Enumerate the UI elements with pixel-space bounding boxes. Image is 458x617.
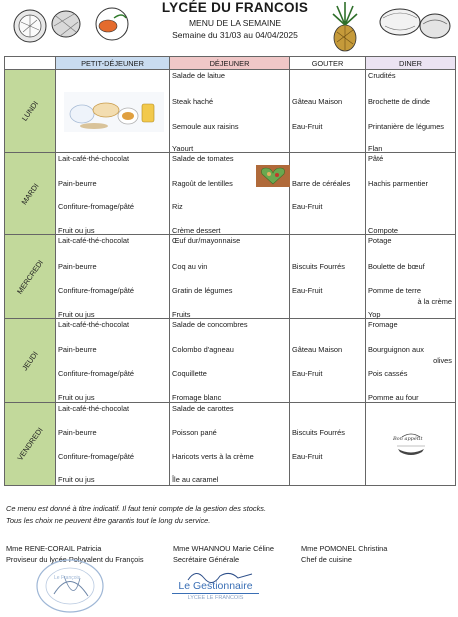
dish: Fruit ou jus bbox=[58, 475, 95, 484]
gouter-cell bbox=[290, 70, 366, 153]
diner-cell bbox=[366, 153, 456, 235]
day-row-vendredi bbox=[5, 403, 456, 486]
dish: Lait-café-thé-chocolat bbox=[58, 320, 130, 329]
dish: Lait-café-thé-chocolat bbox=[58, 404, 130, 413]
dish: Gâteau Maison bbox=[292, 345, 343, 354]
day-row-mardi bbox=[5, 153, 456, 235]
dish: Lait-café-thé-chocolat bbox=[58, 154, 130, 163]
gouter-cell bbox=[290, 235, 366, 319]
petit-dejeuner-cell bbox=[56, 319, 170, 403]
gestionnaire-stamp-sub: LYCEE LE FRANCOIS bbox=[187, 595, 244, 601]
column-header-diner: DINER bbox=[366, 57, 456, 70]
dish: Confiture-fromage/pâté bbox=[58, 286, 134, 295]
dish: Pomme au four bbox=[368, 393, 419, 402]
petit-dejeuner-cell bbox=[56, 235, 170, 319]
dish: Fromage bbox=[368, 320, 398, 329]
dish: Yaourt bbox=[172, 144, 194, 153]
petit-dejeuner-cell bbox=[56, 403, 170, 486]
signatory-name: Mme POMONEL Christina bbox=[301, 544, 388, 553]
dish: Confiture-fromage/pâté bbox=[58, 202, 134, 211]
dish: Steak haché bbox=[172, 97, 214, 106]
column-header-dejeuner: DÉJEUNER bbox=[170, 57, 290, 70]
day-cell-vendredi bbox=[5, 403, 56, 486]
dish: Coquillette bbox=[172, 369, 207, 378]
dish: Pâté bbox=[368, 154, 384, 163]
dish: Salade de carottes bbox=[172, 404, 234, 413]
dejeuner-cell bbox=[170, 153, 290, 235]
signatory-name: Mme WHANNOU Marie Céline bbox=[173, 544, 275, 553]
menu-notes bbox=[6, 503, 266, 527]
day-row-lundi bbox=[5, 70, 456, 153]
dish: Gâteau Maison bbox=[292, 97, 343, 106]
day-label: LUNDI bbox=[19, 99, 41, 123]
week-dates: Semaine du 31/03 au 04/04/2025 bbox=[172, 30, 298, 40]
dish: Fruit ou jus bbox=[58, 393, 95, 402]
dish: Pain-beurre bbox=[58, 179, 97, 188]
dish: Pain-beurre bbox=[58, 428, 97, 437]
dish: Gratin de légumes bbox=[172, 286, 233, 295]
dish: Pain-beurre bbox=[58, 345, 97, 354]
dish: olives bbox=[433, 356, 452, 365]
diner-cell bbox=[366, 235, 456, 319]
dish: Yop bbox=[368, 310, 381, 319]
food-heart-image bbox=[256, 165, 290, 187]
dish: Brochette de dinde bbox=[368, 97, 431, 106]
dejeuner-cell bbox=[170, 319, 290, 403]
dish: Printanière de légumes bbox=[368, 122, 445, 131]
signatory-role: Proviseur du lycée Polyvalent du François bbox=[6, 555, 144, 564]
gestionnaire-stamp-line bbox=[172, 593, 259, 594]
dish: Fromage blanc bbox=[172, 393, 222, 402]
dish: à la crème bbox=[417, 297, 452, 306]
dejeuner-cell bbox=[170, 70, 290, 153]
day-cell-lundi bbox=[5, 70, 56, 153]
signature-secretaire bbox=[173, 543, 274, 565]
day-label: MARDI bbox=[19, 181, 41, 206]
gouter-cell bbox=[290, 319, 366, 403]
dejeuner-cell bbox=[170, 403, 290, 486]
dish: Crudités bbox=[368, 71, 396, 80]
school-stamp bbox=[34, 556, 106, 614]
gouter-cell bbox=[290, 403, 366, 486]
signatory-role: Secrétaire Générale bbox=[173, 555, 240, 564]
fruit-illustration-right bbox=[325, 0, 455, 52]
dish: Salade de concombres bbox=[172, 320, 248, 329]
dish: Pois cassés bbox=[368, 369, 408, 378]
dish: Ragoût de lentilles bbox=[172, 179, 233, 188]
dish: Haricots verts à la crème bbox=[172, 452, 254, 461]
dish: Fruit ou jus bbox=[58, 310, 95, 319]
dish: Coq au vin bbox=[172, 262, 208, 271]
dish: Poisson pané bbox=[172, 428, 217, 437]
dish: Hachis parmentier bbox=[368, 179, 428, 188]
fruit-illustration-left bbox=[8, 2, 133, 50]
dish: Semoule aux raisins bbox=[172, 122, 239, 131]
dish: Confiture-fromage/pâté bbox=[58, 369, 134, 378]
table-corner bbox=[5, 57, 56, 70]
gestionnaire-stamp bbox=[168, 580, 263, 615]
dish: Salade de laitue bbox=[172, 71, 226, 80]
day-label: MERCREDI bbox=[15, 257, 45, 296]
dejeuner-cell bbox=[170, 235, 290, 319]
dish: Œuf dur/mayonnaise bbox=[172, 236, 241, 245]
petit-dejeuner-cell bbox=[56, 153, 170, 235]
dish: Confiture-fromage/pâté bbox=[58, 452, 134, 461]
diner-cell bbox=[366, 403, 456, 486]
dish: Colombo d'agneau bbox=[172, 345, 234, 354]
dish: Barre de céréales bbox=[292, 179, 351, 188]
dish: Île au caramel bbox=[172, 475, 219, 484]
menu-header bbox=[0, 0, 458, 52]
day-cell-mercredi bbox=[5, 235, 56, 319]
dish: Eau-Fruit bbox=[292, 202, 323, 211]
day-cell-jeudi bbox=[5, 319, 56, 403]
dish: Boulette de bœuf bbox=[368, 262, 425, 271]
dish: Compote bbox=[368, 226, 398, 235]
dish: Pomme de terre bbox=[368, 286, 421, 295]
day-label: VENDREDI bbox=[15, 425, 45, 463]
gouter-cell bbox=[290, 153, 366, 235]
dish: Eau-Fruit bbox=[292, 369, 323, 378]
dish: Potage bbox=[368, 236, 392, 245]
day-label: JEUDI bbox=[20, 349, 40, 372]
dish: Bourguignon aux bbox=[368, 345, 424, 354]
dish: Lait-café-thé-chocolat bbox=[58, 236, 130, 245]
menu-table bbox=[4, 56, 456, 486]
day-row-jeudi bbox=[5, 319, 456, 403]
dish: Fruits bbox=[172, 310, 191, 319]
diner-cell bbox=[366, 70, 456, 153]
note-line: Ce menu est donné à titre indicatif. Il faut tenir compte de la gestion des stocks. bbox=[6, 504, 267, 513]
dish: Riz bbox=[172, 202, 183, 211]
diner-cell bbox=[366, 319, 456, 403]
school-stamp-text: Le François bbox=[54, 575, 81, 581]
dish: Eau-Fruit bbox=[292, 452, 323, 461]
dish: Salade de tomates bbox=[172, 154, 234, 163]
dish: Pain-beurre bbox=[58, 262, 97, 271]
bon-appetit-text: Bon appétit bbox=[393, 436, 423, 442]
dish: Crème dessert bbox=[172, 226, 221, 235]
table-header-row bbox=[5, 57, 456, 70]
dish: Fruit ou jus bbox=[58, 226, 95, 235]
dish: Flan bbox=[368, 144, 383, 153]
signatory-name: Mme RENE-CORAIL Patricia bbox=[6, 544, 102, 553]
petit-dejeuner-cell bbox=[56, 70, 170, 153]
school-title: LYCÉE DU FRANCOIS bbox=[161, 0, 309, 15]
dish: Biscuits Fourrés bbox=[292, 428, 345, 437]
dish: Eau-Fruit bbox=[292, 122, 323, 131]
menu-subtitle: MENU DE LA SEMAINE bbox=[188, 18, 282, 28]
signatory-role: Chef de cuisine bbox=[301, 555, 352, 564]
bon-appetit-logo bbox=[392, 429, 430, 457]
gestionnaire-stamp-text: Le Gestionnaire bbox=[178, 580, 253, 592]
breakfast-photo bbox=[64, 92, 164, 132]
column-header-petit-dejeuner: PETIT-DÉJEUNER bbox=[56, 57, 170, 70]
note-line: Tous les choix ne peuvent être garantis tout le long du service. bbox=[6, 516, 211, 525]
signature-chef bbox=[301, 543, 387, 565]
dish: Eau-Fruit bbox=[292, 286, 323, 295]
day-row-mercredi bbox=[5, 235, 456, 319]
dish: Biscuits Fourrés bbox=[292, 262, 345, 271]
column-header-gouter: GOUTER bbox=[290, 57, 366, 70]
day-cell-mardi bbox=[5, 153, 56, 235]
